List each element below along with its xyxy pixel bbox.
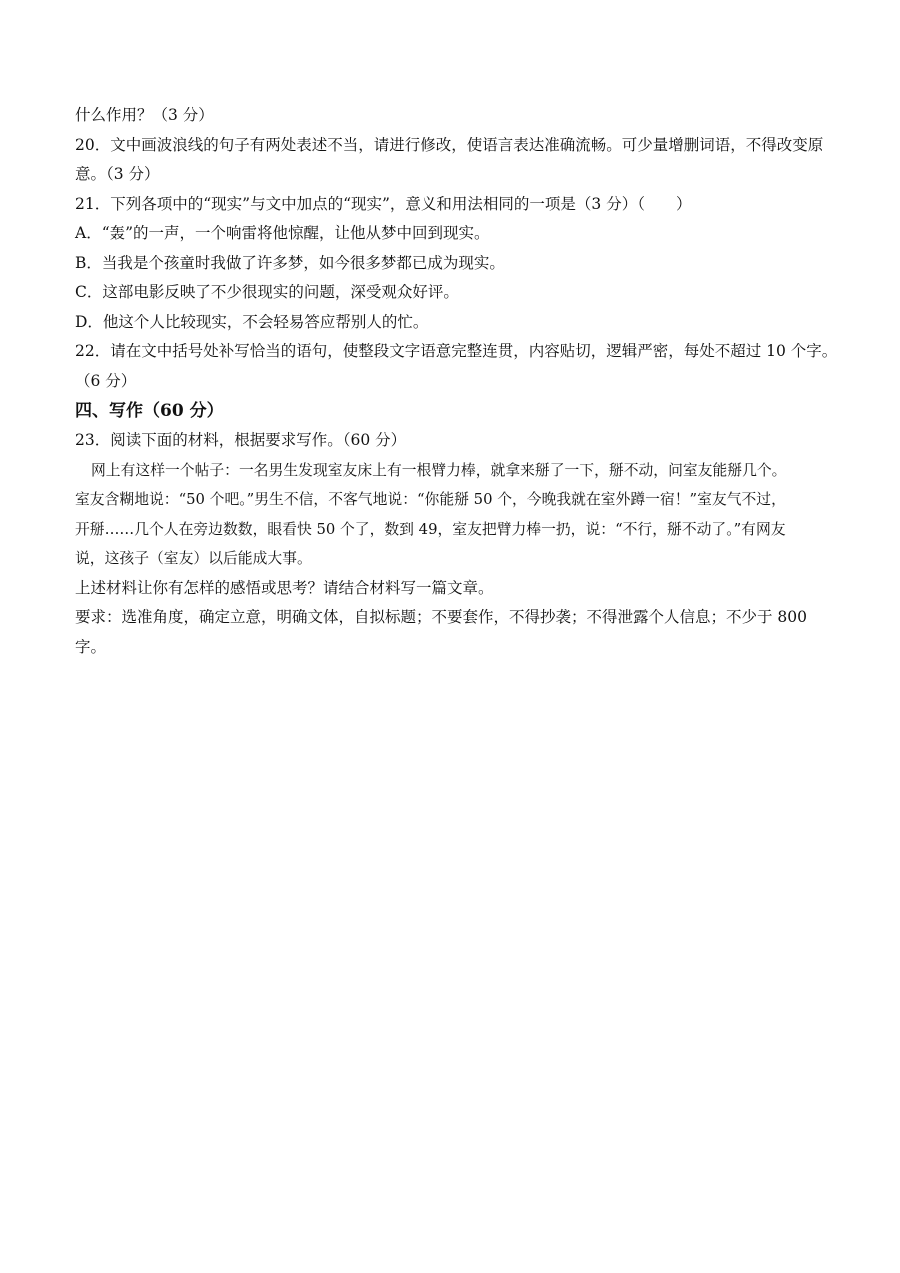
- page-content: [75, 101, 838, 662]
- section-heading-writing: 四、写作（60 分）: [75, 401, 224, 421]
- question-21-stem: 21．下列各项中的“现实”与文中加点的“现实”，意义和用法相同的一项是（3 分）（ ）: [75, 194, 692, 213]
- question-23-stem: 23．阅读下面的材料，根据要求写作。（60 分）: [75, 431, 407, 449]
- material-line-2: 室友含糊地说：“50 个吧。”男生不信，不客气地说：“你能掰 50 个，今晚我就在室外蹲一宿！”室友气不过，: [75, 491, 786, 508]
- question-19-tail: 什么作用？（3 分）: [75, 106, 214, 124]
- writing-requirements-line-1: 要求：选准角度，确定立意，明确文体，自拟标题；不要套作，不得抄袭；不得泄露个人信息；不少于 800: [75, 608, 808, 626]
- question-21-option-a: A．“轰”的一声，一个响雷将他惊醒，让他从梦中回到现实。: [75, 224, 490, 242]
- material-line-1: 网上有这样一个帖子：一名男生发现室友床上有一根臂力棒，就拿来掰了一下，掰不动，问室友能掰几个。: [91, 461, 787, 479]
- question-21-option-c: C．这部电影反映了不少很现实的问题，深受观众好评。: [75, 283, 459, 301]
- writing-requirements-line-2: 字。: [75, 637, 107, 656]
- question-21-option-b: B．当我是个孩童时我做了许多梦，如今很多梦都已成为现实。: [75, 253, 505, 272]
- material-line-4: 说，这孩子（室友）以后能成大事。: [75, 550, 312, 567]
- question-21-option-d: D．他这个人比较现实，不会轻易答应帮别人的忙。: [75, 312, 429, 331]
- material-line-3: 开掰……几个人在旁边数数，眼看快 50 个了，数到 49，室友把臂力棒一扔，说：“不行，掰不动了。”有网友: [75, 520, 786, 538]
- writing-prompt: 上述材料让你有怎样的感悟或思考？请结合材料写一篇文章。: [75, 578, 494, 597]
- question-22-line-1: 22．请在文中括号处补写恰当的语句，使整段文字语意完整连贯，内容贴切，逻辑严密，每处不超过 10 个字。: [75, 342, 838, 360]
- question-20-line-2: 意。（3 分）: [75, 165, 160, 183]
- question-22-line-2: （6 分）: [75, 371, 137, 390]
- question-20-line-1: 20．文中画波浪线的句子有两处表述不当，请进行修改，使语言表达准确流畅。可少量增删词语，不得改变原: [75, 135, 824, 154]
